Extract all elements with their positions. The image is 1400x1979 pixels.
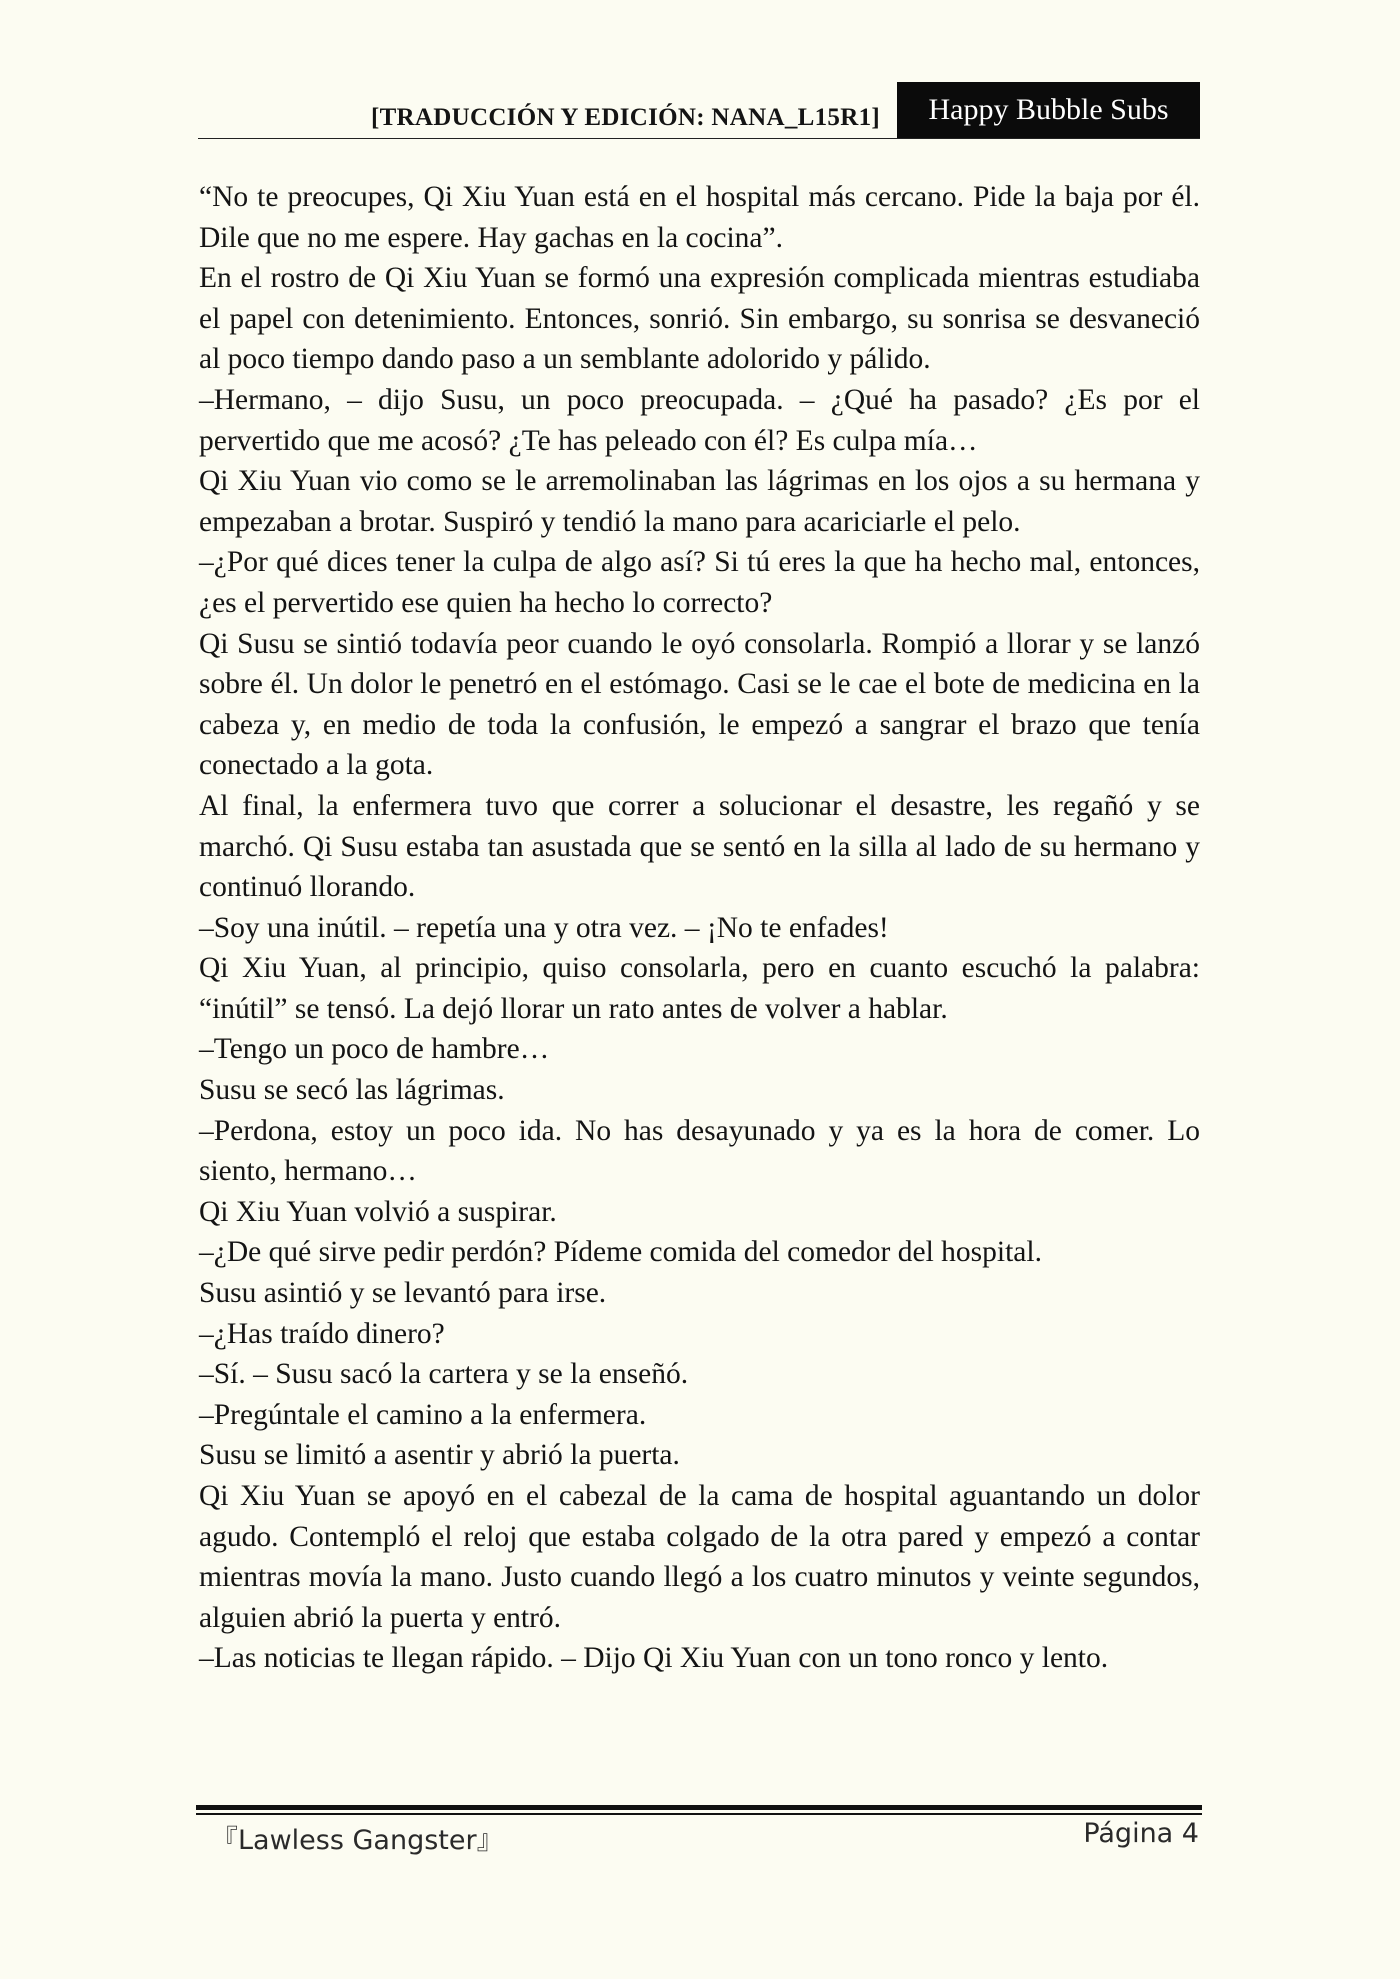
page-number: Página 4 [1083,1818,1199,1849]
paragraph: En el rostro de Qi Xiu Yuan se formó una expresión complicada mientras estudiaba el papel con detenimiento. Entonces, sonrió. Sin embargo, su sonrisa se desvaneció al poco tiempo dando paso a un semblante adolorido y pálido. [199,262,1200,376]
paragraph: Al final, la enfermera tuvo que correr a solucionar el desastre, les regañó y se marchó. Qi Susu estaba tan asustada que se sentó en la silla al lado de su hermano y continuó llorando. [199,789,1200,904]
paragraph: Qi Xiu Yuan volvió a suspirar. [199,1195,557,1228]
paragraph: “No te preocupes, Qi Xiu Yuan está en el hospital más cercano. Pide la baja por él. Dile que no me espere. Hay gachas en la cocina”. [199,181,1200,254]
paragraph: Qi Susu se sintió todavía peor cuando le oyó consolarla. Rompió a llorar y se lanzó sobre él. Un dolor le penetró en el estómago. Casi se le cae el bote de medicina en la cabeza y, en medio de toda la confusión, le empezó a sangrar el brazo que tenía conectado a la gota. [199,627,1200,782]
paragraph: –Perdona, estoy un poco ida. No has desayunado y ya es la hora de comer. Lo siento, hermano… [199,1114,1200,1188]
paragraph: Qi Xiu Yuan, al principio, quiso consolarla, pero en cuanto escuchó la palabra: “inútil” se tensó. La dejó llorar un rato antes de volver a hablar. [199,952,1200,1025]
footer-divider-thin [196,1813,1202,1815]
paragraph: –Sí. – Susu sacó la cartera y se la enseñó. [199,1358,689,1391]
paragraph: –Las noticias te llegan rápido. – Dijo Qi Xiu Yuan con un tono ronco y lento. [199,1642,1109,1675]
paragraph: –Tengo un poco de hambre… [199,1033,550,1066]
paragraph: –¿De qué sirve pedir perdón? Pídeme comida del comedor del hospital. [199,1236,1042,1269]
book-title: 『Lawless Gangster』 [211,1825,504,1856]
page-header [198,82,1200,139]
paragraph: –¿Por qué dices tener la culpa de algo así? Si tú eres la que ha hecho mal, entonces, ¿es el pervertido ese quien ha hecho lo correcto? [199,546,1200,619]
paragraph: –Hermano, – dijo Susu, un poco preocupada. – ¿Qué ha pasado? ¿Es por el pervertido que me acosó? ¿Te has peleado con él? Es culpa mía… [199,383,1200,457]
page-body [199,177,1200,1679]
group-name-banner: Happy Bubble Subs [897,82,1200,138]
paragraph: –Soy una inútil. – repetía una y otra vez. – ¡No te enfades! [199,911,889,944]
translation-credit: [TRADUCCIÓN Y EDICIÓN: NANA_L15R1] [370,104,880,131]
paragraph: –Pregúntale el camino a la enfermera. [199,1398,647,1431]
paragraph: Susu asintió y se levantó para irse. [199,1277,607,1310]
paragraph: Qi Xiu Yuan vio como se le arremolinaban las lágrimas en los ojos a su hermana y empezaban a brotar. Suspiró y tendió la mano para acariciarle el pelo. [199,465,1200,538]
paragraph: –¿Has traído dinero? [199,1317,445,1350]
footer-divider-thick [196,1805,1202,1810]
paragraph: Susu se secó las lágrimas. [199,1074,505,1107]
paragraph: Susu se limitó a asentir y abrió la puerta. [199,1439,680,1472]
paragraph: Qi Xiu Yuan se apoyó en el cabezal de la cama de hospital aguantando un dolor agudo. Contempló el reloj que estaba colgado de la otra pared y empezó a contar mientras movía la mano. Justo cuando llegó a los cuatro minutos y veinte segundos, alguien abrió la puerta y entró. [199,1480,1200,1634]
